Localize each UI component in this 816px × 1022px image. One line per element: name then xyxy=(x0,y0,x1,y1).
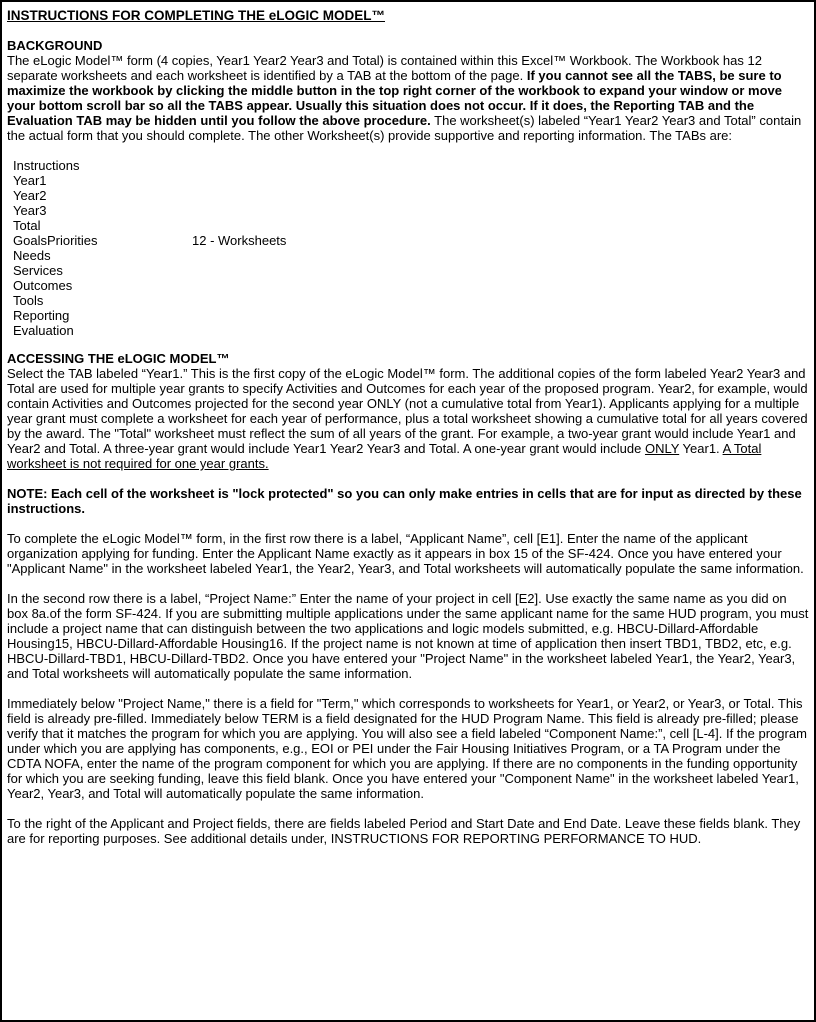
tab-list-item xyxy=(7,188,810,203)
background-paragraph xyxy=(7,53,810,143)
background-heading: BACKGROUND xyxy=(7,38,103,53)
tab-label: Reporting xyxy=(13,308,70,323)
page-title: INSTRUCTIONS FOR COMPLETING THE eLOGIC MODEL™ xyxy=(7,8,385,23)
tab-list-item xyxy=(7,233,810,248)
project-name-paragraph: In the second row there is a label, “Project Name:” Enter the name of your project in cell [E2]. Use exactly the same name as you did on box 8a.of the form SF-424. If you are submitting multiple applications under the same applicant name for the same HUD program, you must include a project name that can distinguish between the two applications and logic models submitted, e.g. HBCU-Dillard-Affordable Housing15, HBCU-Dillard-Affordable Housing16. If the project name is not known at time of application then insert TBD1, TBD2, etc, e.g. HBCU-Dillard-TBD1, HBCU-Dillard-TBD2. Once you have entered your "Project Name" in the worksheet labeled Year1, the Year2, Year3, and Total worksheets will automatically populate the same information. xyxy=(7,591,809,681)
tab-list-item xyxy=(7,248,810,263)
tab-list-item xyxy=(7,218,810,233)
tab-label: Total xyxy=(13,218,41,233)
background-text-1: The eLogic Model™ form (4 copies, Year1 Year2 Year3 and Total) is contained within this Excel™ Workbook. The Workbook has 12 separate worksheets and each worksheet is identified by a TAB at the bottom of the page. xyxy=(7,53,762,83)
tab-label: Evaluation xyxy=(13,323,74,338)
tab-label: GoalsPriorities xyxy=(13,233,98,248)
applicant-name-paragraph: To complete the eLogic Model™ form, in the first row there is a label, “Applicant Name”, cell [E1]. Enter the name of the applicant organization applying for funding. Enter the Applicant Name exactly as it appears in box 15 of the SF-424. Once you have entered your "Applicant Name" in the worksheet labeled Year1, the Year2, Year3, and Total worksheets will automatically populate the same information. xyxy=(7,531,804,576)
tab-label: Services xyxy=(13,263,63,278)
accessing-text-underline-2: A Total worksheet is not required for one year grants. xyxy=(7,441,762,471)
tab-list-item xyxy=(7,173,810,188)
accessing-paragraph xyxy=(7,366,810,471)
tab-list-item xyxy=(7,278,810,293)
accessing-heading: ACCESSING THE eLOGIC MODEL™ xyxy=(7,351,230,366)
tab-label: Year1 xyxy=(13,173,47,188)
tab-label: Needs xyxy=(13,248,51,263)
tab-label: Tools xyxy=(13,293,44,308)
tab-list-item xyxy=(7,263,810,278)
tab-label: Outcomes xyxy=(13,278,73,293)
note-paragraph: NOTE: Each cell of the worksheet is "lock protected" so you can only make entries in cells that are for input as directed by these instructions. xyxy=(7,486,802,516)
worksheet-count-note: 12 - Worksheets xyxy=(192,233,287,248)
tab-label: Instructions xyxy=(13,158,80,173)
tab-list-item xyxy=(7,158,810,173)
accessing-text-1: Select the TAB labeled “Year1.” This is the first copy of the eLogic Model™ form. The additional copies of the form labeled Year2 Year3 and Total are used for multiple year grants to specify Activities and Outcomes for each year of the proposed program. Year2, for example, would contain Activities and Outcomes projected for the second year ONLY (not a cumulative total from Year1). Applicants applying for a multiple year grant must complete a worksheet for each year of performance, plus a total worksheet showing a cumulative total for all years covered by the award. The "Total" worksheet must reflect the sum of all years of the grant. For example, a two-year grant would include Year1 and Year2 and Total. A three-year grant would include Year1 Year2 Year3 and Total. A one-year grant would include xyxy=(7,366,808,456)
tab-label: Year2 xyxy=(13,188,47,203)
tab-list-item xyxy=(7,323,810,338)
tab-list xyxy=(7,158,810,338)
period-dates-paragraph: To the right of the Applicant and Project fields, there are fields labeled Period and Start Date and End Date. Leave these fields blank. They are for reporting purposes. See additional details under, INSTRUCTIONS FOR REPORTING PERFORMANCE TO HUD. xyxy=(7,816,801,846)
tab-label: Year3 xyxy=(13,203,47,218)
tab-list-item xyxy=(7,203,810,218)
background-text-bold: If you cannot see all the TABS, be sure to maximize the workbook by clicking the middle button in the top right corner of the workbook to expand your window or move your bottom scroll bar so all the TABS appear. Usually this situation does not occur. If it does, the Reporting TAB and the Evaluation TAB may be hidden until you follow the above procedure. xyxy=(7,68,783,128)
tab-list-item xyxy=(7,293,810,308)
tab-list-item xyxy=(7,308,810,323)
term-component-paragraph: Immediately below "Project Name," there is a field for "Term," which corresponds to worksheets for Year1, or Year2, or Year3, or Total. This field is already pre-filled. Immediately below TERM is a field designated for the HUD Program Name. This field is already pre-filled; please verify that it matches the program for which you are applying. You will also see a field labeled “Component Name:”, cell [L-4]. If the program under which you are applying has components, e.g., EOI or PEI under the Fair Housing Initiatives Program, or a TA Program under the CDTA NOFA, enter the name of the program component for which you are applying. If there are no components in the funding opportunity for which you are seeking funding, leave this field blank. Once you have entered your "Component Name" in the worksheet labeled Year1, Year2, Year3, and Total will automatically populate the same information. xyxy=(7,696,807,801)
background-text-2: The worksheet(s) labeled “Year1 Year2 Year3 and Total” contain the actual form that you should complete. The other Worksheet(s) provide supportive and reporting information. The TABs are: xyxy=(7,113,802,143)
accessing-text-underline-1: ONLY xyxy=(644,441,680,456)
accessing-text-2: Year1. xyxy=(679,441,723,456)
